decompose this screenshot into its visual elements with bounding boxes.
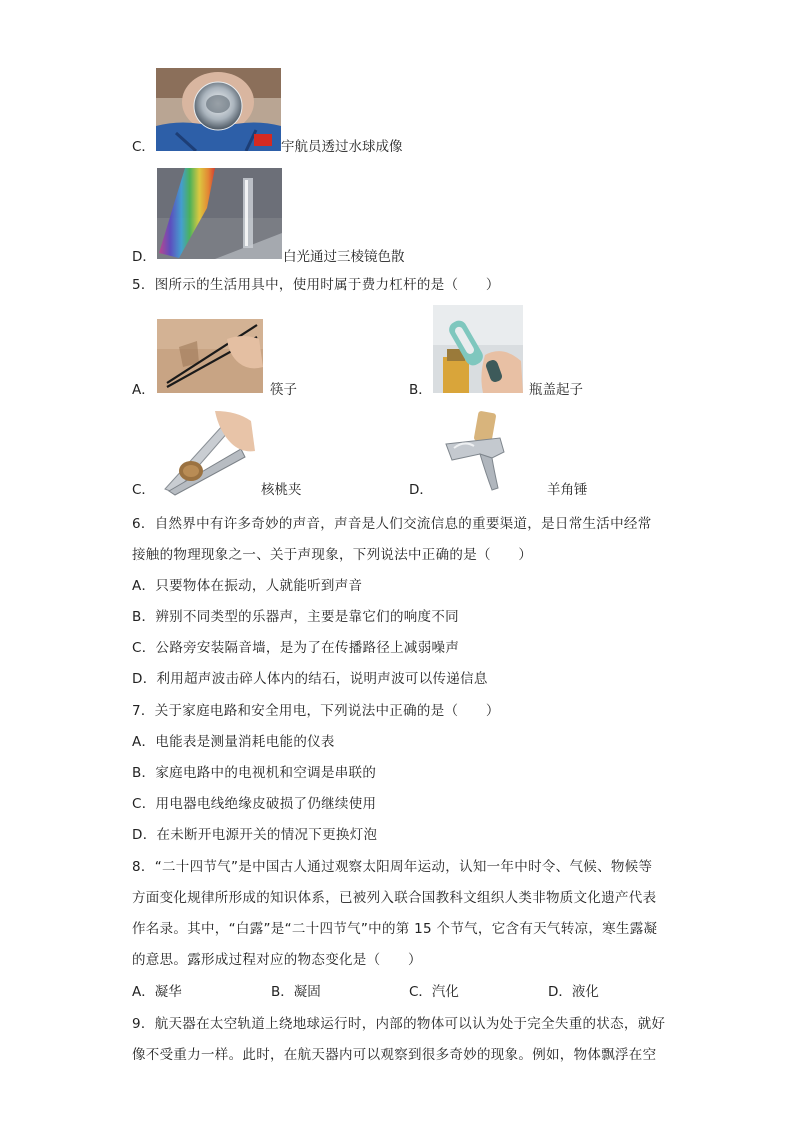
q7-stem: 7．关于家庭电路和安全用电，下列说法中正确的是（ ） [132,703,500,719]
q7-option-d: D．在未断开电源开关的情况下更换灯泡 [132,827,378,843]
q4-option-c-letter: C． [132,139,155,155]
q6-stem-line-2: 接触的物理现象之一、关于声现象，下列说法中正确的是（ ） [132,547,533,563]
q8-stem-line-3: 作名录。其中，“白露”是“二十四节气”中的第 15 个节气，它含有天气转凉，寒生露凝 [132,921,658,937]
q4-option-c-caption: 宇航员透过水球成像 [281,139,403,155]
astronaut-water-ball-image [156,68,281,151]
q9-stem-line-1: 9．航天器在太空轨道上绕地球运行时，内部的物体可以认为处于完全失重的状态，就好 [132,1016,666,1032]
q9-stem-line-2: 像不受重力一样。此时，在航天器内可以观察到很多奇妙的现象。例如，物体飘浮在空 [132,1047,657,1063]
q8-option-a: A．凝华 [132,984,182,1000]
q5-option-b-letter: B． [409,382,432,398]
q8-stem-line-1: 8．“二十四节气”是中国古人通过观察太阳周年运动，认知一年中时令、气候、物候等 [132,859,653,875]
q5-option-b-caption: 瓶盖起子 [529,382,583,398]
q5-option-a-caption: 筷子 [270,382,297,398]
q8-option-d: D．液化 [548,984,599,1000]
claw-hammer-image [434,410,534,498]
prism-dispersion-image [157,168,282,259]
q6-option-d: D．利用超声波击碎人体内的结石，说明声波可以传递信息 [132,671,488,687]
q6-option-b: B．辨别不同类型的乐器声，主要是靠它们的响度不同 [132,609,459,625]
q5-option-c-letter: C． [132,482,155,498]
q8-option-b: B．凝固 [271,984,321,1000]
q5-stem: 5．图所示的生活用具中，使用时属于费力杠杆的是（ ） [132,277,500,293]
q7-option-c: C．用电器电线绝缘皮破损了仍继续使用 [132,796,377,812]
q5-option-a-letter: A． [132,382,155,398]
bottle-opener-image [433,305,523,393]
q4-option-d-letter: D． [132,249,156,265]
q8-option-c: C．汽化 [409,984,459,1000]
q7-option-b: B．家庭电路中的电视机和空调是串联的 [132,765,377,781]
q4-option-d-caption: 白光通过三棱镜色散 [283,249,405,265]
nutcracker-image [161,411,255,496]
q6-option-a: A．只要物体在振动，人就能听到声音 [132,578,363,594]
q8-stem-line-4: 的意思。露形成过程对应的物态变化是（ ） [132,952,422,968]
q5-option-d-letter: D． [409,482,433,498]
q8-stem-line-2: 方面变化规律所形成的知识体系，已被列入联合国教科文组织人类非物质文化遗产代表 [132,890,657,906]
q6-stem-line-1: 6．自然界中有许多奇妙的声音，声音是人们交流信息的重要渠道，是日常生活中经常 [132,516,652,532]
q5-option-c-caption: 核桃夹 [261,482,302,498]
q7-option-a: A．电能表是测量消耗电能的仪表 [132,734,335,750]
chopsticks-image [157,319,263,393]
q5-option-d-caption: 羊角锤 [547,482,588,498]
q6-option-c: C．公路旁安装隔音墙，是为了在传播路径上减弱噪声 [132,640,460,656]
